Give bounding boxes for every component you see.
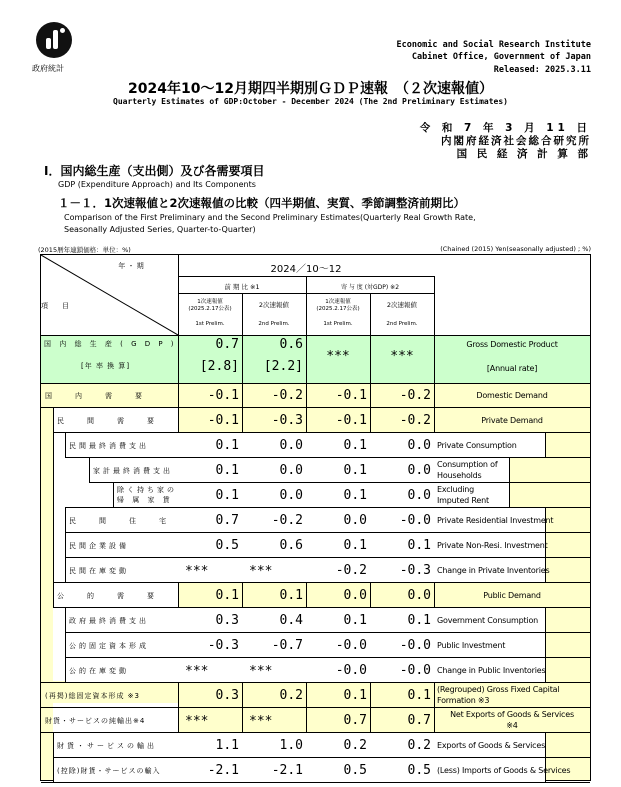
release-date: Released: 2025.3.11 xyxy=(493,65,591,75)
gdp-annual-first: [2.8] xyxy=(199,359,239,374)
row-label: 家計最終消費支出 xyxy=(93,467,173,475)
page-subtitle: Quarterly Estimates of GDP:October - December 2024 (The 2nd Preliminary Estimates) xyxy=(113,97,508,106)
section-title: Ⅰ．国内総生産（支出側）及び各需要項目 xyxy=(44,164,265,178)
value-c2: -0.2 xyxy=(399,388,431,403)
logo-text: 政府統計 xyxy=(32,64,64,73)
table-row xyxy=(41,683,590,708)
section-title-en: GDP (Expenditure Approach) and Its Components xyxy=(58,180,256,189)
value-c2: -0.2 xyxy=(399,413,431,428)
row-label: 民 間 住 宅 xyxy=(69,517,169,525)
value-v1: 0.1 xyxy=(215,588,239,603)
row-label-en: (Less) Imports of Goods & Services xyxy=(437,766,571,775)
value-c1: -0.1 xyxy=(335,413,367,428)
row-label: 政府最終消費支出 xyxy=(69,617,149,625)
value-v2: 0.4 xyxy=(279,613,303,628)
table-row xyxy=(41,758,590,783)
japanese-date: 令 和 7 年 3 月 11 日 xyxy=(419,122,591,134)
value-c1: 0.1 xyxy=(343,613,367,628)
government-statistics-logo xyxy=(36,22,72,58)
value-c2: 0.0 xyxy=(407,588,431,603)
row-label-en: Public Demand xyxy=(483,591,541,600)
value-v2: -2.1 xyxy=(271,763,303,778)
row-label: (再掲)総固定資本形成 ※3 xyxy=(45,692,141,700)
row-label-en: Change in Private Inventories xyxy=(437,566,550,575)
value-v1: *** xyxy=(185,664,209,679)
col-second-en-contrib: 2nd Prelim. xyxy=(386,321,418,327)
header-qoq: 前 期 比 ※1 xyxy=(224,283,260,291)
value-c2: 0.1 xyxy=(407,538,431,553)
gdp-contrib-first: *** xyxy=(326,349,350,364)
value-v1: -0.3 xyxy=(207,638,239,653)
value-v1: -0.1 xyxy=(207,413,239,428)
table-row xyxy=(41,633,590,658)
unit-note-jp: (2015暦年連鎖価格：単位：%) xyxy=(38,246,131,254)
row-label-en: Excluding xyxy=(437,485,474,494)
value-v1: -2.1 xyxy=(207,763,239,778)
value-c2: 0.1 xyxy=(407,613,431,628)
value-c1: -0.0 xyxy=(335,663,367,678)
value-c2: -0.0 xyxy=(399,513,431,528)
value-v2: 0.0 xyxy=(279,463,303,478)
value-c1: 0.0 xyxy=(343,588,367,603)
gdp-first: 0.7 xyxy=(215,337,239,352)
table-row xyxy=(41,508,590,533)
gdp-label: 国 内 総 生 産 ( G D P ) xyxy=(44,340,177,348)
row-label-en: Public Investment xyxy=(437,641,506,650)
institute-name: Economic and Social Research Institute xyxy=(396,40,591,50)
value-c1: 0.0 xyxy=(343,513,367,528)
table-row xyxy=(41,558,590,583)
value-c2: 0.7 xyxy=(407,713,431,728)
value-v1: 0.1 xyxy=(215,488,239,503)
row-label: 財貨・サービスの輸出 xyxy=(57,742,157,750)
page-title: 2024年10～12月期四半期別ＧＤＰ速報 （２次速報値） xyxy=(128,81,493,97)
value-v1: 0.7 xyxy=(215,513,239,528)
row-label: 国 内 需 要 xyxy=(45,392,145,400)
col-first-prelim-contrib: 1次速報値 (2025.2.17公表) xyxy=(316,299,360,312)
value-v2: *** xyxy=(249,564,273,579)
table-row xyxy=(41,383,590,408)
value-v1: -0.1 xyxy=(207,388,239,403)
gdp-contrib-second: *** xyxy=(390,349,414,364)
value-c1: 0.1 xyxy=(343,438,367,453)
gdp-second: 0.6 xyxy=(279,337,303,352)
table-row xyxy=(41,708,590,733)
value-v2: -0.3 xyxy=(271,413,303,428)
value-v1: 1.1 xyxy=(215,738,239,753)
header-contribution: 寄 与 度 (対GDP) ※2 xyxy=(340,284,400,291)
row-label: 除く持ち家の xyxy=(117,486,177,494)
row-label: 民間企業設備 xyxy=(69,542,129,550)
value-v1: 0.1 xyxy=(215,463,239,478)
table-row xyxy=(41,608,590,633)
value-v2: -0.2 xyxy=(271,388,303,403)
row-label-en: Private Demand xyxy=(481,416,543,425)
value-c2: 0.0 xyxy=(407,463,431,478)
table-row xyxy=(41,433,590,458)
value-c2: 0.1 xyxy=(407,688,431,703)
subsection-description: Comparison of the First Preliminary and the Second Preliminary Estimates(Quarterly Real Growth Rate, xyxy=(64,213,476,222)
row-label: (控除)財貨・サービスの輸入 xyxy=(57,767,161,775)
gdp-annual-en: [Annual rate] xyxy=(486,364,538,373)
header-year-period: 年 ・ 期 xyxy=(118,262,144,270)
row-label: 公的在庫変動 xyxy=(69,667,129,675)
row-label: 民間最終消費支出 xyxy=(69,442,149,450)
value-v1: *** xyxy=(185,564,209,579)
department-name: 国 民 経 済 計 算 部 xyxy=(456,148,591,160)
row-label-en: Private Consumption xyxy=(437,441,517,450)
institute-government: Cabinet Office, Government of Japan xyxy=(411,52,591,62)
row-label-en: Government Consumption xyxy=(437,616,539,625)
table-row xyxy=(41,458,590,483)
row-label-en: Net Exports of Goods & Services xyxy=(450,710,574,719)
subsection-description-2: Seasonally Adjusted Series, Quarter-to-Quarter) xyxy=(64,225,256,234)
gdp-annual-label: [年 率 換 算] xyxy=(81,362,131,370)
value-c2: 0.2 xyxy=(407,738,431,753)
col-second-en: 2nd Prelim. xyxy=(258,321,290,327)
row-label-en: Change in Public Inventories xyxy=(437,666,546,675)
row-label-en: Consumption of xyxy=(437,460,498,469)
table-row xyxy=(41,658,590,683)
row-label-en: (Regrouped) Gross Fixed Capital xyxy=(437,685,560,694)
table-row xyxy=(41,483,590,508)
value-v2: *** xyxy=(249,664,273,679)
row-label: 民間在庫変動 xyxy=(69,567,129,575)
value-v2: 0.2 xyxy=(279,688,303,703)
value-c2: -0.3 xyxy=(399,563,431,578)
value-c2: -0.0 xyxy=(399,638,431,653)
header-period: 2024／10～12 xyxy=(270,264,342,275)
header-item: 項 目 xyxy=(41,302,69,310)
value-c2: -0.0 xyxy=(399,663,431,678)
value-v2: 0.1 xyxy=(279,588,303,603)
value-c1: 0.1 xyxy=(343,463,367,478)
organization-name: 内閣府経済社会総合研究所 xyxy=(441,135,591,147)
row-label-2: 帰 属 家 賃 xyxy=(117,496,173,504)
value-c2: 0.0 xyxy=(407,488,431,503)
value-v2: 1.0 xyxy=(279,738,303,753)
subsection-title: １－１．1次速報値と2次速報値の比較（四半期値、実質、季節調整済前期比） xyxy=(58,196,465,210)
row-label-en-2: Households xyxy=(437,471,482,480)
value-c1: 0.1 xyxy=(343,538,367,553)
value-v2: -0.2 xyxy=(271,513,303,528)
col-second-prelim: 2次速報値 xyxy=(258,301,290,309)
value-c1: 0.1 xyxy=(343,488,367,503)
row-label-en-2: Imputed Rent xyxy=(437,496,489,505)
value-c1: 0.5 xyxy=(343,763,367,778)
value-c2: 0.5 xyxy=(407,763,431,778)
value-v1: 0.3 xyxy=(215,613,239,628)
row-label-en: Private Residential Investment xyxy=(437,516,554,525)
row-label: 財貨・サービスの純輸出※4 xyxy=(45,717,146,725)
gdp-annual-second: [2.2] xyxy=(263,359,303,374)
row-label: 公的固定資本形成 xyxy=(69,642,149,650)
value-v2: 0.0 xyxy=(279,488,303,503)
value-c1: 0.2 xyxy=(343,738,367,753)
gdp-comparison-table xyxy=(40,254,591,781)
col-second-prelim-contrib: 2次速報値 xyxy=(386,301,418,309)
table-row xyxy=(41,408,590,433)
value-v2: 0.6 xyxy=(279,538,303,553)
row-label-en: Exports of Goods & Services xyxy=(437,741,546,750)
row-label-en: Private Non-Resi. Investment xyxy=(437,541,548,550)
value-c2: 0.0 xyxy=(407,438,431,453)
col-first-en: 1st Prelim. xyxy=(195,321,225,327)
unit-note-en: (Chained (2015) Yen(seasonally adjusted) ; %) xyxy=(440,245,591,253)
col-first-prelim: 1次速報値 (2025.2.17公表) xyxy=(188,299,232,312)
table-row xyxy=(41,733,590,758)
value-c1: 0.1 xyxy=(343,688,367,703)
value-v1: 0.3 xyxy=(215,688,239,703)
value-c1: -0.2 xyxy=(335,563,367,578)
row-label: 民 間 需 要 xyxy=(57,417,157,425)
table-row xyxy=(41,533,590,558)
value-v1: 0.1 xyxy=(215,438,239,453)
value-v2: *** xyxy=(249,714,273,729)
col-first-en-contrib: 1st Prelim. xyxy=(323,321,353,327)
row-label-en-2: ※4 xyxy=(506,721,518,730)
value-c1: -0.0 xyxy=(335,638,367,653)
row-label: 公 的 需 要 xyxy=(57,592,157,600)
value-c1: 0.7 xyxy=(343,713,367,728)
gdp-label-en: Gross Domestic Product xyxy=(466,340,558,349)
value-v1: *** xyxy=(185,714,209,729)
value-c1: -0.1 xyxy=(335,388,367,403)
value-v2: 0.0 xyxy=(279,438,303,453)
value-v1: 0.5 xyxy=(215,538,239,553)
row-label-en-2: Formation ※3 xyxy=(437,696,490,705)
value-v2: -0.7 xyxy=(271,638,303,653)
table-row xyxy=(41,583,590,608)
row-label-en: Domestic Demand xyxy=(476,391,548,400)
